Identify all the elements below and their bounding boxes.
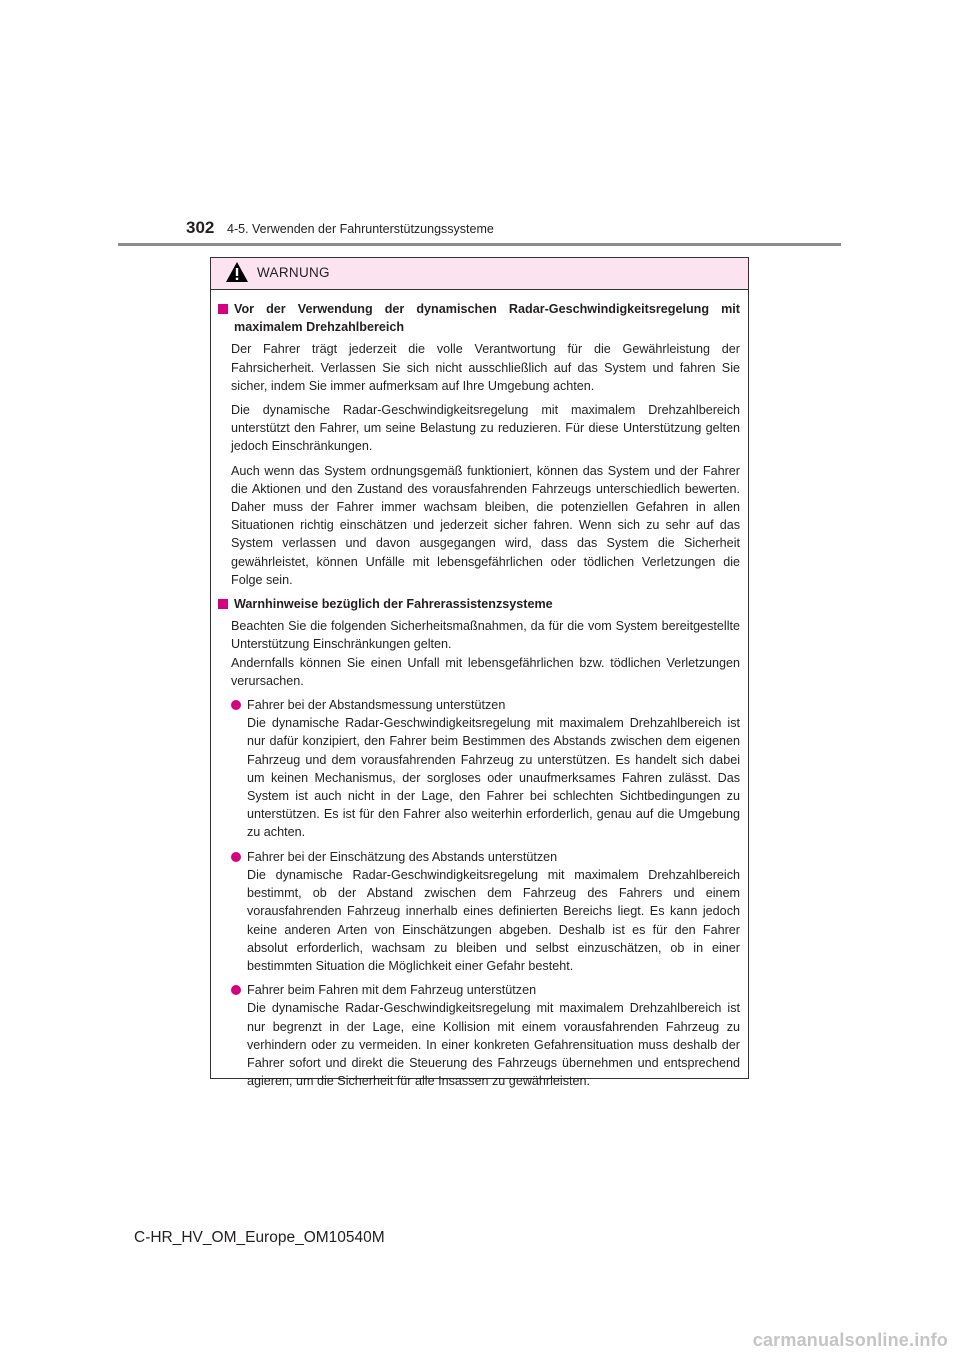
list-item-title: Fahrer bei der Abstandsmessung unterstützen	[247, 698, 506, 713]
list-item-text: Die dynamische Radar-Geschwindigkeitsregelung mit maximalem Drehzahlbereich bestimmt, ob der Abstand zwischen dem Fahrzeug des Fahrers und einem vorausfahrenden Fahrzeug innerhalb eines definierten Bereichs liegt. Es kann jedoch keine anderen Arten von Einschätzungen abgeben. Deshalb ist es für den Fahrer absolut erforderlich, wachsam zu bleiben und selbst einzuschätzen, ob in einer bestimmten Situation die Möglichkeit einer Gefahr besteht.	[247, 867, 740, 973]
warning-triangle-icon	[225, 261, 249, 283]
paragraph: Auch wenn das System ordnungsgemäß funktioniert, können das System und der Fahrer die Aktionen und den Zustand des vorausfahrenden Fahrzeugs unterschiedlich bewerten. Daher muss der Fahrer immer wachsam bleiben, die potenziellen Gefahren in allen Situationen richtig einschätzen und jederzeit sicher fahren. Wenn sich zu sehr auf das System verlassen und davon ausgegangen wird, dass das System die Sicherheit gewährleistet, können Unfälle mit lebensgefährlichen oder tödlichen Verletzungen die Folge sein.	[231, 463, 740, 587]
list-item	[231, 848, 740, 975]
section-heading: Warnhinweise bezüglich der Fahrerassistenzsysteme	[218, 595, 740, 613]
list-item-text: Die dynamische Radar-Geschwindigkeitsregelung mit maximalem Drehzahlbereich ist nur dafür konzipiert, den Fahrer beim Bestimmen des Abstands zwischen dem eigenen Fahrzeug und dem vorausfahrenden Fahrzeug zu unterstützen. Es handelt sich dabei um keinen Mechanismus, der sorgloses oder unaufmerksames Fahren zulässt. Das System ist auch nicht in der Lage, den Fahrer bei schlechten Sichtbedingungen zu unterstützen. Es ist für den Fahrer also weiterhin erforderlich, genau auf die Umgebung zu achten.	[247, 716, 740, 840]
section-title: 4-5. Verwenden der Fahrunterstützungssysteme	[227, 222, 494, 236]
list-item	[231, 696, 740, 842]
circle-bullet-icon	[231, 852, 241, 862]
list-item-text: Die dynamische Radar-Geschwindigkeitsregelung mit maximalem Drehzahlbereich ist nur begrenzt in der Lage, eine Kollision mit einem vorausfahrenden Fahrzeug zu verhindern oder zu vermeiden. In einer konkreten Gefahrensituation muss deshalb der Fahrer sofort und direkt die Steuerung des Fahrzeugs übernehmen und entsprechend agieren, um die Sicherheit für alle Insassen zu gewährleisten.	[247, 1001, 740, 1089]
warning-box	[210, 257, 749, 1089]
document-code: C-HR_HV_OM_Europe_OM10540M	[134, 1229, 385, 1246]
page-number: 302	[186, 218, 215, 237]
list-item	[231, 981, 740, 1090]
circle-bullet-icon	[231, 985, 241, 995]
header-divider	[118, 243, 841, 246]
square-bullet-icon	[218, 304, 228, 314]
warning-body	[211, 290, 748, 1090]
paragraph: Die dynamische Radar-Geschwindigkeitsregelung mit maximalem Drehzahlbereich unterstützt den Fahrer, um seine Belastung zu reduzieren. Für diese Unterstützung gelten jedoch Einschränkungen.	[231, 403, 740, 454]
paragraph: Beachten Sie die folgenden Sicherheitsmaßnahmen, da für die vom System bereitgestellte Unterstützung Einschränkungen gelten. Andernfalls können Sie einen Unfall mit lebensgefährlichen bzw. tödlichen Verletzungen verursachen.	[231, 619, 740, 688]
circle-bullet-icon	[231, 700, 241, 710]
paragraph: Der Fahrer trägt jederzeit die volle Verantwortung für die Gewährleistung der Fahrsicherheit. Verlassen Sie sich nicht ausschließlich auf das System und fahren Sie sicher, indem Sie immer aufmerksam auf Ihre Umgebung achten.	[231, 342, 740, 393]
list-item-title: Fahrer beim Fahren mit dem Fahrzeug unterstützen	[247, 983, 537, 998]
section-heading: Vor der Verwendung der dynamischen Radar-Geschwindigkeitsregelung mit maximalem Drehzahlbereich	[218, 300, 740, 336]
square-bullet-icon	[218, 599, 228, 609]
warning-title: WARNUNG	[257, 265, 330, 280]
list-item-title: Fahrer bei der Einschätzung des Abstands unterstützen	[247, 849, 558, 864]
warning-header	[211, 258, 748, 290]
watermark: carmanualsonline.info	[752, 1330, 948, 1350]
